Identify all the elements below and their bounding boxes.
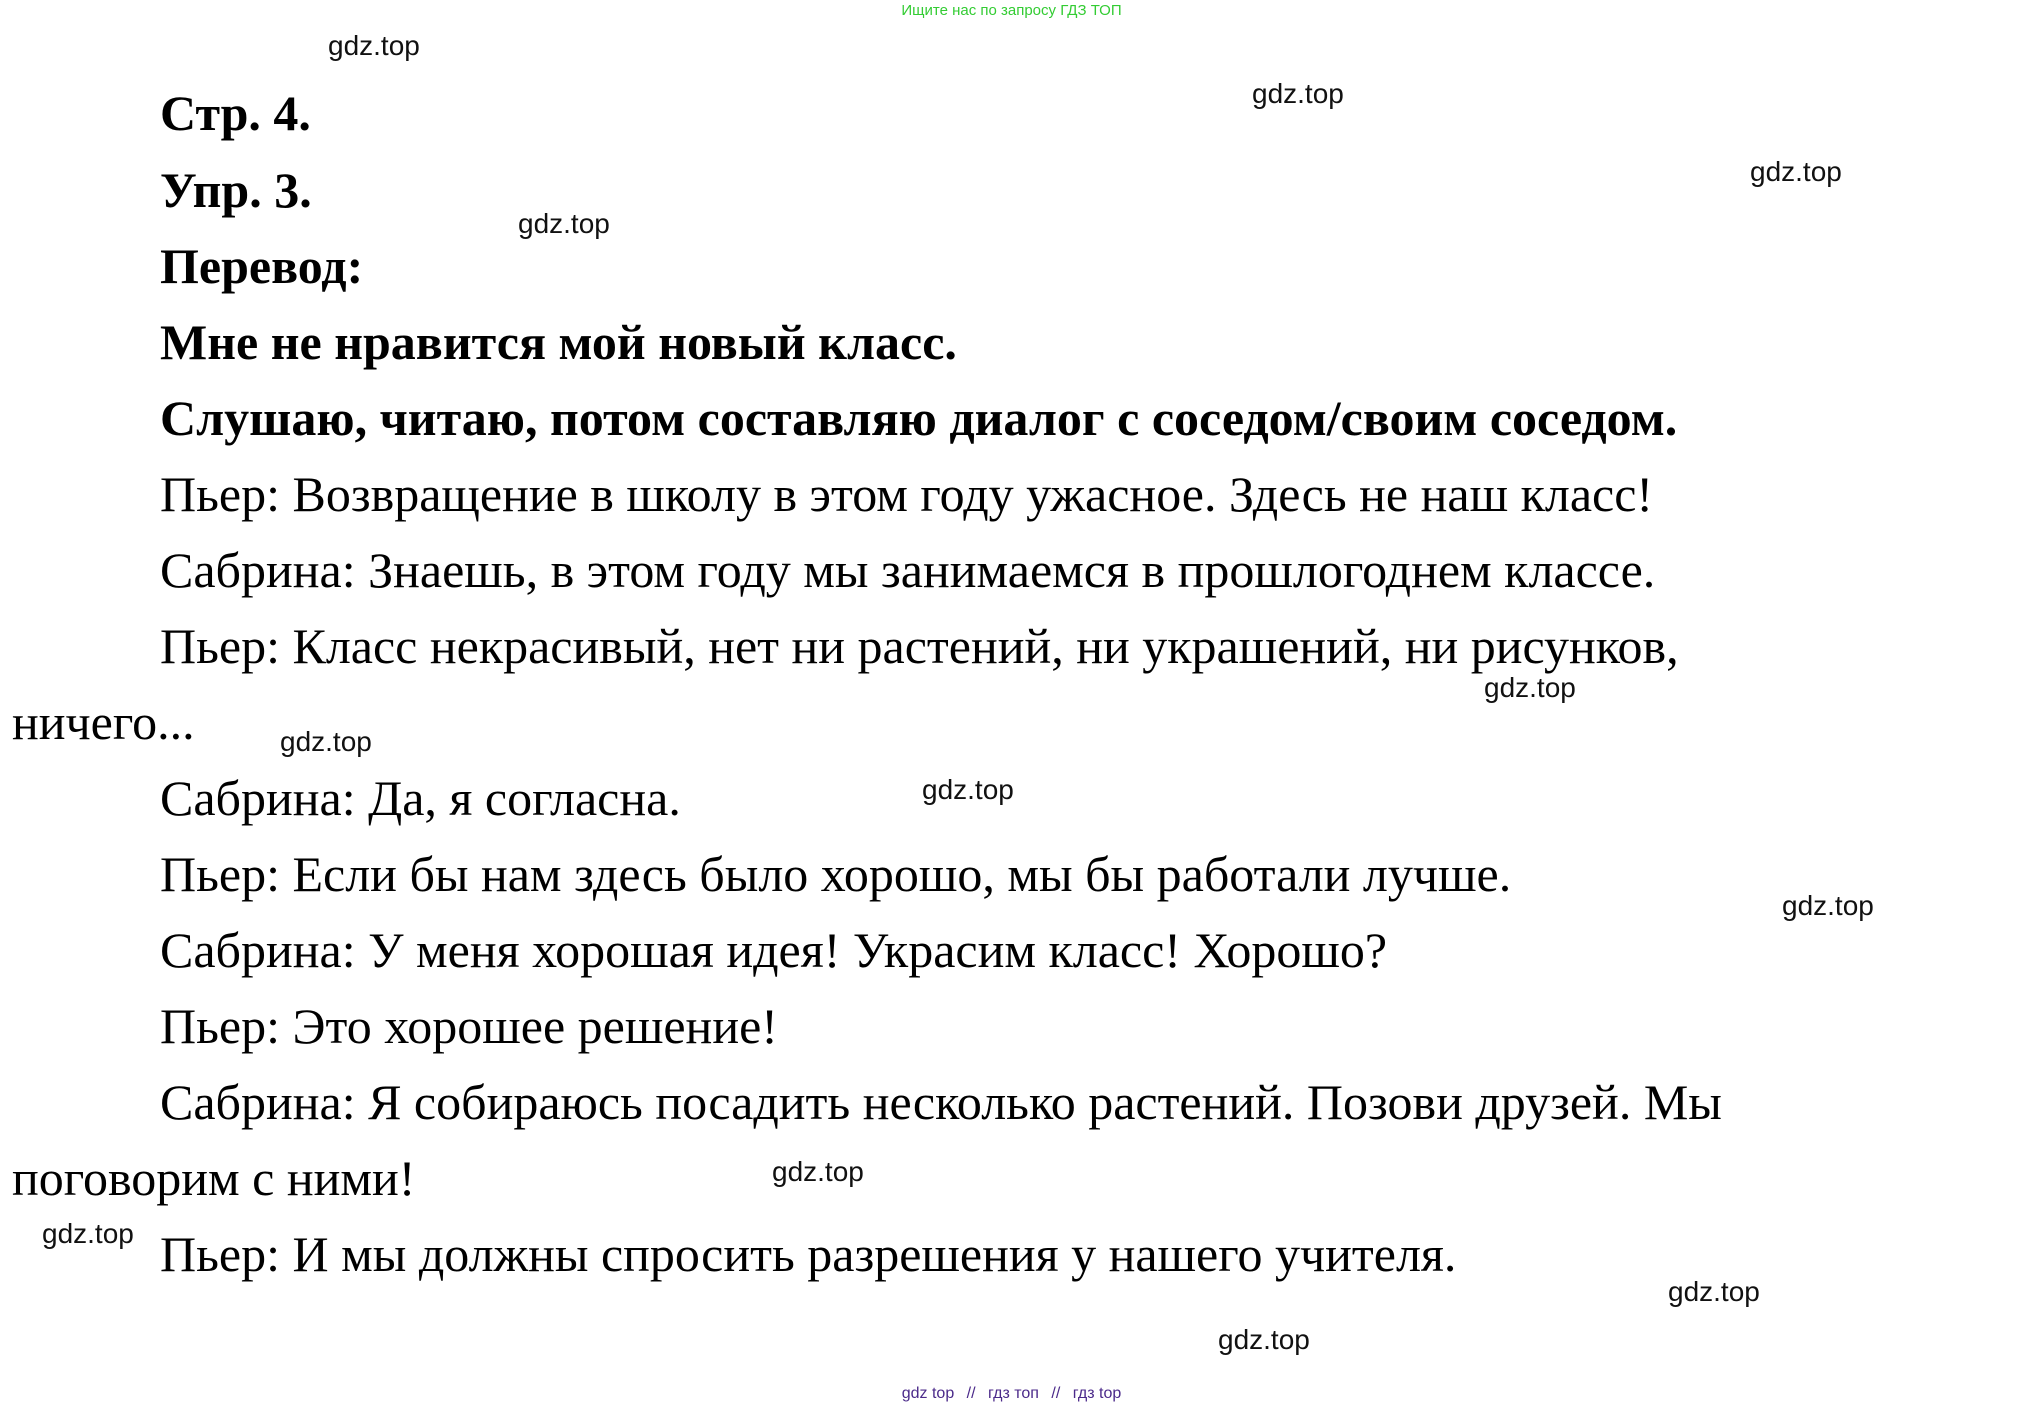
- watermark: gdz.top: [1668, 1276, 1760, 1307]
- dialogue-line-continuation: поговорим с ними!: [12, 1150, 416, 1206]
- footer-link[interactable]: гдз top: [1072, 1385, 1122, 1402]
- dialogue-line: Пьер: И мы должны спросить разрешения у нашего учителя.: [160, 1226, 1457, 1282]
- dialogue-line: Пьер: Это хорошее решение!: [160, 998, 778, 1054]
- watermark: gdz.top: [1252, 78, 1344, 109]
- watermark: gdz.top: [1484, 672, 1576, 703]
- dialogue-line: Пьер: Возвращение в школу в этом году ужасное. Здесь не наш класс!: [160, 466, 1654, 522]
- watermark: gdz.top: [42, 1218, 134, 1249]
- translation-label: Перевод:: [160, 238, 364, 294]
- watermark: gdz.top: [772, 1156, 864, 1187]
- footer-link[interactable]: gdz top: [901, 1385, 955, 1402]
- watermark: gdz.top: [1218, 1324, 1310, 1355]
- footer-separator: //: [966, 1385, 976, 1402]
- search-banner: Ищите нас по запросу ГДЗ ТОП: [901, 2, 1122, 19]
- exercise-number: Упр. 3.: [160, 162, 312, 218]
- dialogue-line: Пьер: Если бы нам здесь было хорошо, мы бы работали лучше.: [160, 846, 1512, 902]
- dialogue-line-continuation: ничего...: [12, 694, 195, 750]
- dialogue-line: Пьер: Класс некрасивый, нет ни растений, ни украшений, ни рисунков,: [160, 618, 1679, 674]
- dialogue-line: Сабрина: Да, я согласна.: [160, 770, 681, 826]
- watermark: gdz.top: [1750, 156, 1842, 187]
- page-number: Стр. 4.: [160, 85, 311, 141]
- watermark: gdz.top: [1782, 890, 1874, 921]
- dialogue-line: Сабрина: У меня хорошая идея! Украсим класс! Хорошо?: [160, 922, 1388, 978]
- dialogue-line: Сабрина: Я собираюсь посадить несколько растений. Позови друзей. Мы: [160, 1074, 1722, 1130]
- watermark: gdz.top: [328, 30, 420, 61]
- footer-links: [0, 1385, 2023, 1403]
- footer-link[interactable]: гдз топ: [988, 1385, 1039, 1402]
- instruction: Слушаю, читаю, потом составляю диалог с соседом/своим соседом.: [160, 390, 1678, 446]
- footer-separator: //: [1051, 1385, 1061, 1402]
- watermark: gdz.top: [280, 726, 372, 757]
- watermark: gdz.top: [922, 774, 1014, 805]
- watermark: gdz.top: [518, 208, 610, 239]
- text-title: Мне не нравится мой новый класс.: [160, 314, 957, 370]
- dialogue-line: Сабрина: Знаешь, в этом году мы занимаемся в прошлогоднем классе.: [160, 542, 1656, 598]
